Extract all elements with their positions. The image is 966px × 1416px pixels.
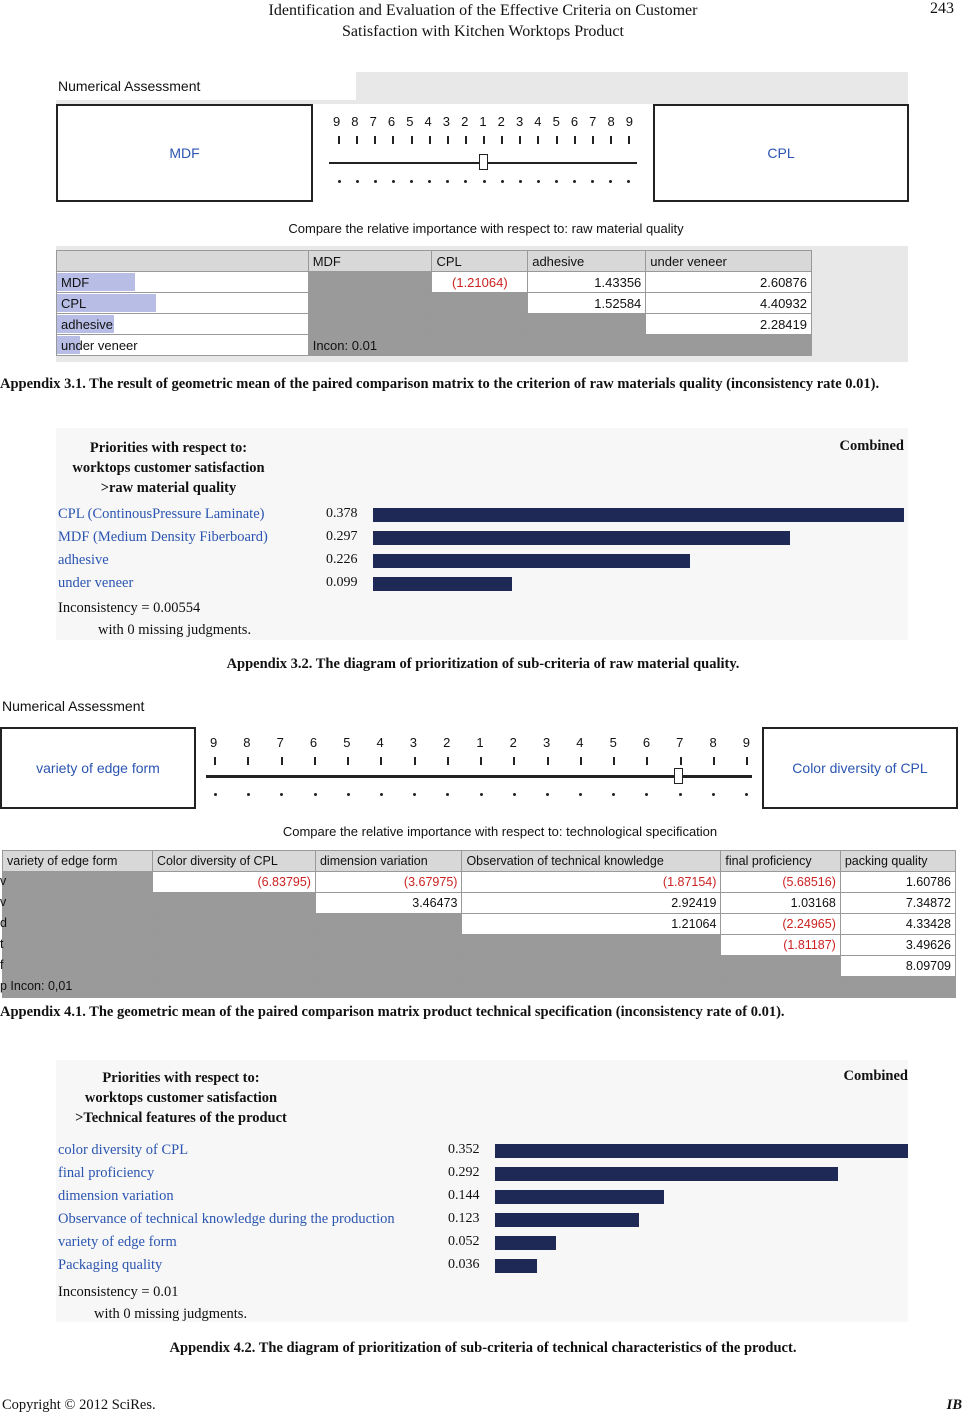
- matrix-cell: [462, 977, 721, 998]
- scale-number: 5: [406, 114, 414, 129]
- scale-tick[interactable]: [314, 757, 316, 765]
- matrix-cell: [432, 335, 528, 356]
- chart-bar: [495, 1144, 908, 1158]
- matrix-cell: (3.67975): [315, 872, 461, 893]
- table-row: [57, 293, 812, 314]
- scale-dot: [501, 180, 504, 183]
- scale-tick[interactable]: [628, 136, 630, 144]
- fig41-scale-ticks: [214, 757, 748, 765]
- fig41-scale-numbers: [210, 735, 750, 750]
- matrix-cell: [528, 314, 646, 335]
- scale-dot: [573, 180, 576, 183]
- scale-tick[interactable]: [392, 136, 394, 144]
- chart-category-label: Observance of technical knowledge during the production: [58, 1211, 395, 1227]
- scale-number: 1: [476, 735, 484, 750]
- row-name-label: adhesive: [61, 316, 114, 332]
- scale-number: 6: [570, 114, 579, 129]
- row-name-label: under veneer: [61, 337, 138, 353]
- scale-number: 3: [515, 114, 524, 129]
- scale-tick[interactable]: [414, 757, 416, 765]
- chart-bar: [373, 577, 512, 591]
- matrix-cell: [462, 935, 721, 956]
- fig31-scale-dots: [338, 180, 630, 183]
- chart-category-label: adhesive: [58, 552, 109, 568]
- fig41-numerical-label: Numerical Assessment: [2, 698, 145, 714]
- scale-number: 6: [387, 114, 396, 129]
- matrix-cell: 1.43356: [528, 272, 646, 293]
- matrix-cell: 2.60876: [646, 272, 812, 293]
- scale-dot: [483, 180, 486, 183]
- scale-dot: [555, 180, 558, 183]
- table-row: [3, 956, 956, 977]
- fig31-scale: [313, 104, 653, 202]
- chart-category-label: under veneer: [58, 575, 134, 591]
- chart-category-label: final proficiency: [58, 1165, 155, 1181]
- fig31-matrix: [56, 250, 812, 356]
- matrix-cell: 4.40932: [646, 293, 812, 314]
- scale-tick[interactable]: [480, 757, 482, 765]
- matrix-cell: [152, 914, 315, 935]
- chart-category-label: Packaging quality: [58, 1257, 163, 1273]
- matrix-cell: [432, 293, 528, 314]
- matrix-cell: [646, 335, 812, 356]
- fig42-heading: Priorities with respect to: worktops customer satisfaction >Technical features of the product: [75, 1070, 287, 1126]
- matrix-header-cell: adhesive: [528, 251, 646, 272]
- scale-tick[interactable]: [429, 136, 431, 144]
- matrix-cell: [315, 956, 461, 977]
- matrix-cell: (1.81187): [721, 935, 840, 956]
- matrix-cell: 8.09709: [840, 956, 955, 977]
- scale-number: 9: [625, 114, 633, 129]
- matrix-cell: (1.21064): [432, 272, 528, 293]
- row-stub: v: [0, 874, 7, 888]
- matrix-cell: [308, 272, 432, 293]
- scale-dot: [374, 180, 377, 183]
- scale-number: 5: [552, 114, 560, 129]
- fig31-scale-ticks: [338, 136, 630, 144]
- matrix-header-cell: under veneer: [646, 251, 812, 272]
- chart-category-label: variety of edge form: [58, 1234, 177, 1250]
- table-row: [57, 335, 812, 356]
- fig32-combined-label: Combined: [839, 438, 904, 454]
- fig41-caption: Appendix 4.1. The geometric mean of the paired comparison matrix product technical specification (inconsistency rate of 0.01).: [0, 1004, 785, 1020]
- chart-value-label: 0.292: [448, 1165, 480, 1180]
- fig32-missing: with 0 missing judgments.: [98, 622, 252, 638]
- fig41-left-box[interactable]: variety of edge form: [0, 727, 196, 809]
- scale-dot: [519, 180, 522, 183]
- chart-bar: [495, 1259, 537, 1273]
- matrix-cell: 7.34872: [840, 893, 955, 914]
- page-number: 243: [930, 0, 954, 17]
- matrix-header-cell: MDF: [308, 251, 432, 272]
- matrix-header-cell: packing quality: [840, 851, 955, 872]
- scale-tick[interactable]: [483, 136, 485, 144]
- scale-number: 3: [409, 735, 418, 750]
- matrix-cell: [0, 956, 153, 977]
- matrix-cell: [462, 956, 721, 977]
- row-stub: d: [0, 916, 7, 930]
- fig31-scale-numbers: [333, 114, 633, 129]
- scale-dot: [612, 793, 615, 796]
- matrix-header-cell: dimension variation: [315, 851, 461, 872]
- chart-value-label: 0.036: [448, 1257, 480, 1272]
- scale-tick[interactable]: [547, 757, 549, 765]
- scale-tick[interactable]: [247, 757, 249, 765]
- matrix-cell: [721, 956, 840, 977]
- scale-number: 3: [442, 114, 451, 129]
- scale-number: 8: [607, 114, 615, 129]
- row-stub: v: [0, 895, 7, 909]
- header-line-2: Satisfaction with Kitchen Worktops Product: [342, 23, 624, 40]
- matrix-cell: (5.68516): [721, 872, 840, 893]
- matrix-cell: [152, 956, 315, 977]
- scale-tick[interactable]: [447, 757, 449, 765]
- matrix-cell: 1.03168: [721, 893, 840, 914]
- scale-number: 5: [343, 735, 351, 750]
- row-stub: p Incon: 0,01: [0, 979, 73, 993]
- running-header: [0, 0, 966, 42]
- scale-number: 9: [742, 735, 750, 750]
- scale-number: 2: [497, 114, 505, 129]
- table-row: [3, 977, 956, 998]
- scale-tick[interactable]: [713, 757, 715, 765]
- fig42-caption: Appendix 4.2. The diagram of prioritization of sub-criteria of technical characteristics of the product.: [169, 1340, 797, 1356]
- scale-dot: [280, 793, 283, 796]
- matrix-cell: 1.21064: [462, 914, 721, 935]
- scale-dot: [338, 180, 341, 183]
- scale-tick[interactable]: [556, 136, 558, 144]
- matrix-cell: 1.60786: [840, 872, 955, 893]
- chart-value-label: 0.352: [448, 1142, 480, 1157]
- fig41-right-box[interactable]: Color diversity of CPL: [762, 727, 958, 809]
- scale-tick[interactable]: [447, 136, 449, 144]
- scale-number: 2: [443, 735, 451, 750]
- scale-number: 7: [369, 114, 377, 129]
- fig31-compare-text: Compare the relative importance with respect to: raw material quality: [288, 221, 684, 236]
- scale-dot: [392, 180, 395, 183]
- scale-tick[interactable]: [646, 757, 648, 765]
- chart-bar: [495, 1190, 664, 1204]
- copyright: Copyright © 2012 SciRes.: [2, 1397, 156, 1413]
- chart-bar: [495, 1236, 556, 1250]
- scale-number: 9: [333, 114, 341, 129]
- matrix-cell: [528, 335, 646, 356]
- table-row: [3, 872, 956, 893]
- chart-category-label: MDF (Medium Density Fiberboard): [58, 529, 268, 545]
- matrix-cell: [308, 293, 432, 314]
- fig41-scale: [196, 727, 762, 809]
- fig41-matrix: [2, 850, 956, 998]
- matrix-row-name: [57, 293, 309, 314]
- matrix-cell: [152, 935, 315, 956]
- matrix-cell: 1.52584: [528, 293, 646, 314]
- table-row: [57, 314, 812, 335]
- chart-category-label: color diversity of CPL: [58, 1142, 189, 1158]
- scale-tick[interactable]: [374, 136, 376, 144]
- matrix-cell: 2.28419: [646, 314, 812, 335]
- scale-dot: [446, 180, 449, 183]
- scale-dot: [247, 793, 250, 796]
- scale-number: 9: [210, 735, 218, 750]
- chart-bar: [373, 531, 790, 545]
- matrix-header-cell: [57, 251, 309, 272]
- scale-dot: [380, 793, 383, 796]
- fig32-heading: Priorities with respect to: worktops customer satisfaction >raw material quality: [72, 440, 265, 496]
- scale-tick[interactable]: [592, 136, 594, 144]
- matrix-cell: [840, 977, 955, 998]
- chart-value-label: 0.052: [448, 1234, 480, 1249]
- scale-number: 4: [576, 735, 584, 750]
- scale-tick[interactable]: [574, 136, 576, 144]
- fig32-chart: [56, 428, 908, 640]
- matrix-cell: [721, 977, 840, 998]
- row-name-label: MDF: [61, 274, 90, 290]
- scale-tick[interactable]: [613, 757, 615, 765]
- scale-number: 7: [676, 735, 684, 750]
- scale-number: 2: [509, 735, 517, 750]
- scale-tick[interactable]: [501, 136, 503, 144]
- fig42-inconsistency: Inconsistency = 0.01: [58, 1284, 179, 1300]
- scale-number: 5: [609, 735, 617, 750]
- fig42-missing: with 0 missing judgments.: [94, 1306, 248, 1322]
- chart-bar: [495, 1213, 639, 1227]
- matrix-cell: [0, 893, 153, 914]
- scale-dot: [410, 180, 413, 183]
- matrix-header-cell: CPL: [432, 251, 528, 272]
- fig32-inconsistency: Inconsistency = 0.00554: [58, 600, 201, 616]
- scale-tick[interactable]: [411, 136, 413, 144]
- matrix-cell: 4.33428: [840, 914, 955, 935]
- chart-value-label: 0.144: [448, 1188, 480, 1203]
- matrix-cell: [432, 314, 528, 335]
- scale-dot: [413, 793, 416, 796]
- matrix-cell: (1.87154): [462, 872, 721, 893]
- scale-number: 8: [351, 114, 359, 129]
- scale-number: 4: [376, 735, 384, 750]
- scale-dot: [712, 793, 715, 796]
- chart-category-label: CPL (ContinousPressure Laminate): [58, 506, 265, 522]
- fig41-scale-dots: [214, 793, 748, 796]
- fig31-slider-thumb[interactable]: [479, 154, 488, 170]
- scale-dot: [214, 793, 217, 796]
- scale-dot: [627, 180, 630, 183]
- scale-tick[interactable]: [338, 136, 340, 144]
- scale-dot: [591, 180, 594, 183]
- matrix-row-name: [57, 272, 309, 293]
- matrix-header-cell: Observation of technical knowledge: [462, 851, 721, 872]
- scale-tick[interactable]: [680, 757, 682, 765]
- row-name-label: CPL: [61, 295, 87, 311]
- scale-number: 3: [542, 735, 551, 750]
- table-row: [57, 272, 812, 293]
- row-stub: f: [0, 958, 4, 972]
- table-row: [3, 935, 956, 956]
- matrix-header-cell: variety of edge form: [3, 851, 153, 872]
- scale-number: 4: [534, 114, 542, 129]
- row-stub: t: [0, 937, 4, 951]
- scale-dot: [645, 793, 648, 796]
- scale-dot: [428, 180, 431, 183]
- matrix-header-cell: final proficiency: [721, 851, 840, 872]
- matrix-cell: (2.24965): [721, 914, 840, 935]
- fig41-slider-thumb[interactable]: [674, 768, 683, 784]
- table-row: [3, 893, 956, 914]
- matrix-cell: Incon: 0.01: [308, 335, 432, 356]
- scale-tick[interactable]: [380, 757, 382, 765]
- scale-number: 8: [709, 735, 717, 750]
- matrix-cell: [315, 914, 461, 935]
- scale-dot: [679, 793, 682, 796]
- scale-tick[interactable]: [465, 136, 467, 144]
- fig41-slider-track[interactable]: [206, 775, 752, 778]
- fig42-chart: [56, 1060, 908, 1322]
- scale-dot: [546, 793, 549, 796]
- table-row: [3, 914, 956, 935]
- scale-dot: [745, 793, 748, 796]
- scale-tick[interactable]: [746, 757, 748, 765]
- matrix-cell: [0, 977, 153, 998]
- scale-dot: [537, 180, 540, 183]
- scale-tick[interactable]: [281, 757, 283, 765]
- scale-tick[interactable]: [347, 757, 349, 765]
- scale-dot: [480, 793, 483, 796]
- scale-tick[interactable]: [610, 136, 612, 144]
- scale-dot: [464, 180, 467, 183]
- matrix-cell: (6.83795): [152, 872, 315, 893]
- chart-value-label: 0.123: [448, 1211, 480, 1226]
- chart-value-label: 0.099: [326, 575, 358, 590]
- chart-value-label: 0.378: [326, 506, 358, 521]
- fig32-caption: Appendix 3.2. The diagram of prioritization of sub-criteria of raw material quality.: [226, 656, 740, 672]
- scale-tick[interactable]: [214, 757, 216, 765]
- scale-tick[interactable]: [537, 136, 539, 144]
- chart-bar: [495, 1167, 838, 1181]
- fig31-left-box[interactable]: MDF: [56, 104, 313, 202]
- chart-bar: [373, 554, 690, 568]
- scale-tick[interactable]: [580, 757, 582, 765]
- chart-value-label: 0.297: [326, 529, 358, 544]
- matrix-cell: [315, 977, 461, 998]
- scale-number: 6: [309, 735, 318, 750]
- fig31-numerical-label: Numerical Assessment: [58, 78, 201, 94]
- fig42-combined-label: Combined: [843, 1068, 908, 1084]
- matrix-cell: 3.49626: [840, 935, 955, 956]
- matrix-cell: [308, 314, 432, 335]
- matrix-header-cell: Color diversity of CPL: [152, 851, 315, 872]
- fig31-right-box[interactable]: CPL: [653, 104, 909, 202]
- header-line-1: Identification and Evaluation of the Effective Criteria on Customer: [268, 2, 698, 19]
- scale-number: 1: [479, 114, 487, 129]
- matrix-cell: [152, 977, 315, 998]
- scale-tick[interactable]: [513, 757, 515, 765]
- journal-abbrev: IB: [946, 1397, 962, 1413]
- matrix-cell: [315, 935, 461, 956]
- chart-bar: [373, 508, 904, 522]
- scale-dot: [356, 180, 359, 183]
- matrix-cell: [0, 935, 153, 956]
- matrix-cell: [0, 872, 153, 893]
- scale-number: 4: [424, 114, 432, 129]
- matrix-cell: 3.46473: [315, 893, 461, 914]
- matrix-row-name: [57, 335, 309, 356]
- matrix-row-name: [57, 314, 309, 335]
- scale-tick[interactable]: [356, 136, 358, 144]
- matrix-cell: [152, 893, 315, 914]
- scale-number: 2: [461, 114, 469, 129]
- matrix-cell: [0, 914, 153, 935]
- chart-category-label: dimension variation: [58, 1188, 174, 1204]
- scale-number: 7: [276, 735, 284, 750]
- fig31-caption: Appendix 3.1. The result of geometric mean of the paired comparison matrix to the criterion of raw materials quality (inconsistency rate 0.01).: [0, 376, 880, 392]
- scale-dot: [579, 793, 582, 796]
- fig41-compare-text: Compare the relative importance with respect to: technological specification: [282, 824, 718, 839]
- scale-dot: [609, 180, 612, 183]
- matrix-cell: 2.92419: [462, 893, 721, 914]
- scale-dot: [446, 793, 449, 796]
- chart-value-label: 0.226: [326, 552, 358, 567]
- scale-dot: [347, 793, 350, 796]
- scale-number: 6: [642, 735, 651, 750]
- scale-number: 8: [243, 735, 251, 750]
- scale-dot: [513, 793, 516, 796]
- scale-dot: [314, 793, 317, 796]
- scale-tick[interactable]: [519, 136, 521, 144]
- scale-number: 7: [589, 114, 597, 129]
